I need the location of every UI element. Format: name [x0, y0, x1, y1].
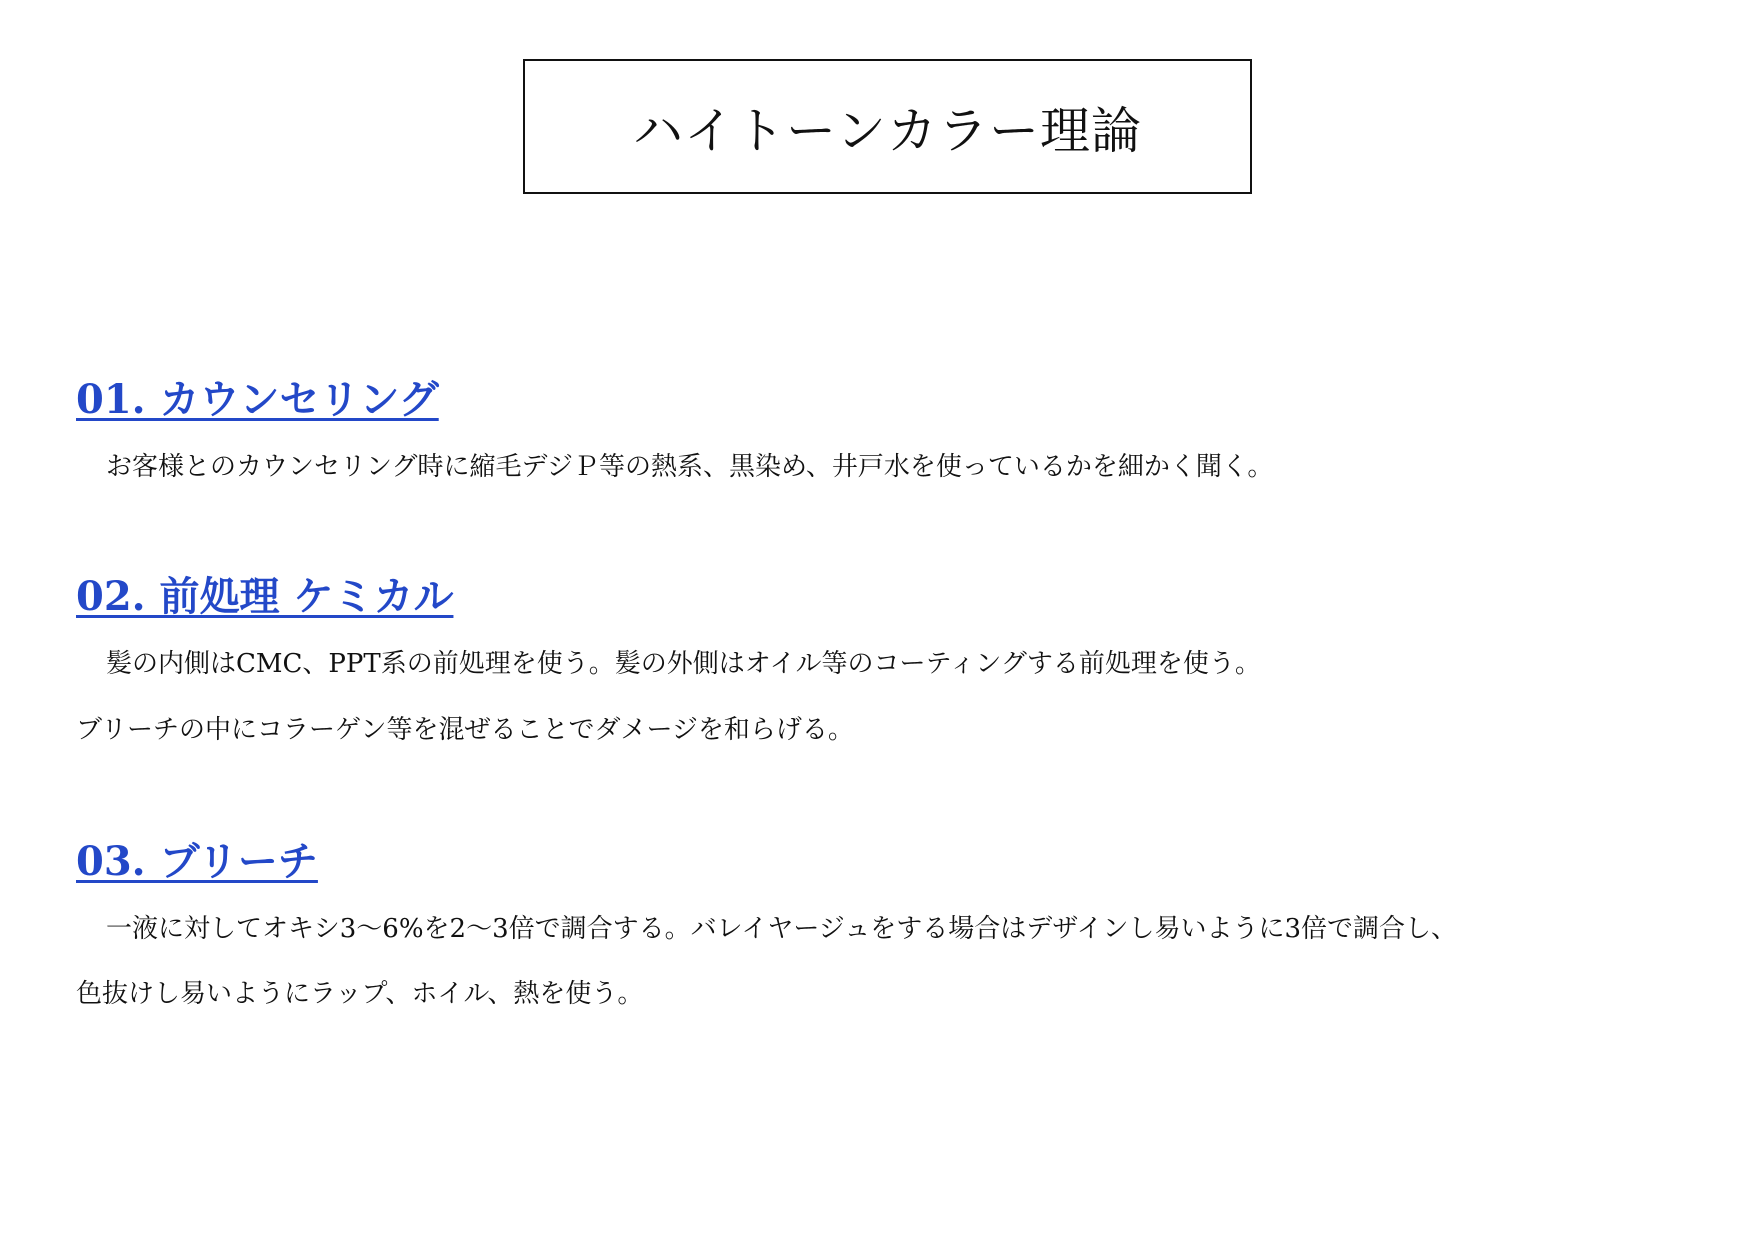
section-pretreatment-line-2: ブリーチの中にコラーゲン等を混ぜることでダメージを和らげる。	[76, 715, 854, 745]
section-heading-bleach: 03. ブリーチ	[76, 838, 318, 885]
section-counseling-line-1: お客様とのカウンセリング時に縮毛デジＰ等の熱系、黒染め、井戸水を使っているかを細かく聞く。	[106, 452, 1274, 482]
section-bleach-line-2: 色抜けし易いようにラップ、ホイル、熱を使う。	[76, 979, 644, 1009]
section-pretreatment-line-1: 髪の内側はCMC、PPT系の前処理を使う。髪の外側はオイル等のコーティングする前処理を使う。	[106, 649, 1261, 679]
section-heading-counseling: 01. カウンセリング	[76, 376, 439, 423]
page-title: ハイトーンカラー理論	[633, 101, 1142, 160]
section-bleach-line-1: 一液に対してオキシ3〜6%を2〜3倍で調合する。バレイヤージュをする場合はデザインし易いように3倍で調合し、	[106, 914, 1457, 944]
section-heading-pretreatment: 02. 前処理 ケミカル	[76, 573, 454, 620]
title-box	[523, 59, 1252, 194]
